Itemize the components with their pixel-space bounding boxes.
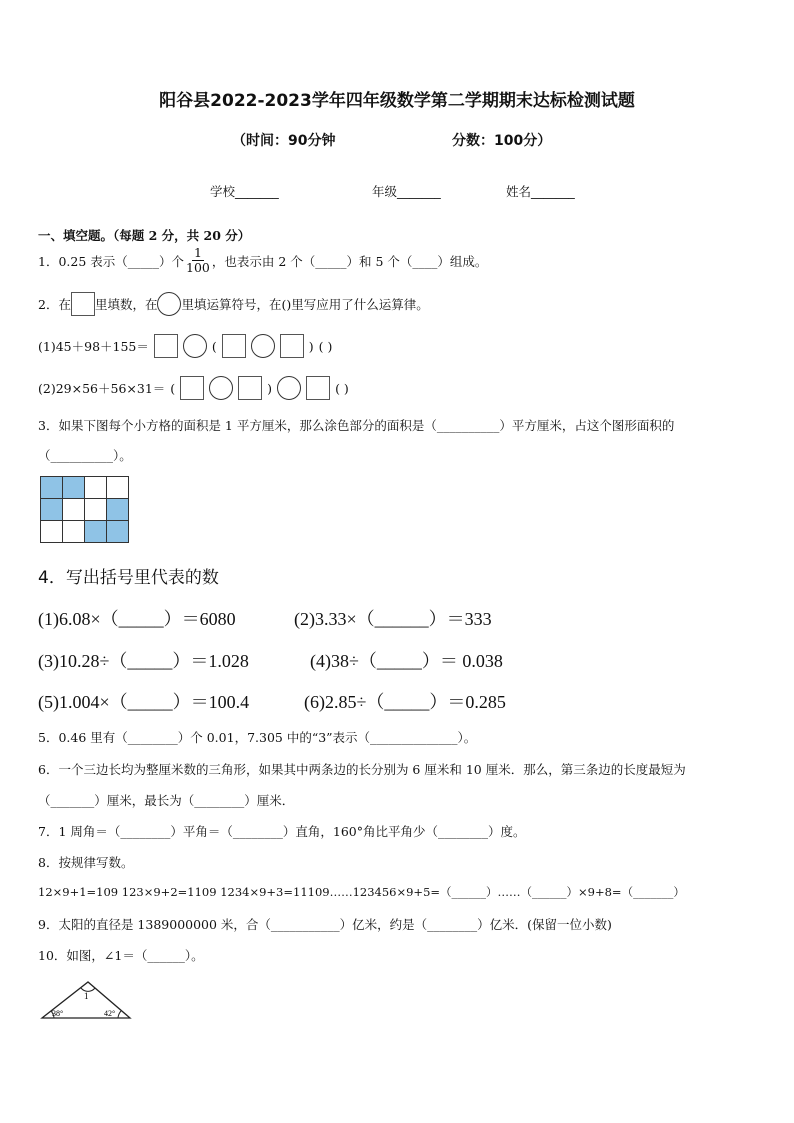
exam-time: （时间：90分钟 bbox=[232, 133, 336, 149]
operator-circle-icon bbox=[157, 292, 181, 316]
q2-part-1-law[interactable]: ( ) bbox=[318, 338, 333, 354]
answer-box[interactable] bbox=[154, 334, 178, 358]
number-box-icon bbox=[71, 292, 95, 316]
answer-box[interactable] bbox=[222, 334, 246, 358]
q4-item-5: (5)1.004×（_____）＝100.4 bbox=[38, 692, 250, 712]
q2-part-2-expr: (2)29×56＋56×31＝ bbox=[38, 381, 166, 396]
grid-cell bbox=[41, 521, 63, 543]
q2-part-1-rp: ) bbox=[308, 338, 314, 354]
q2-text-c: 里填运算符号，在( bbox=[181, 297, 287, 312]
page-title: 阳谷县2022-2023学年四年级数学第二学期期末达标检测试题 bbox=[159, 91, 635, 111]
name-field[interactable]: 姓名_______ bbox=[506, 184, 575, 199]
q2-part-2 bbox=[38, 376, 349, 400]
question-1 bbox=[38, 246, 487, 275]
question-2 bbox=[38, 292, 429, 316]
answer-box[interactable] bbox=[180, 376, 204, 400]
question-3-line1: 3．如果下图每个小方格的面积是 1 平方厘米，那么涂色部分的面积是（__________）平方厘米，占这个图形面积的 bbox=[38, 418, 675, 433]
angle-b-arc bbox=[118, 1011, 121, 1018]
grid-cell bbox=[63, 521, 85, 543]
grid-cell-shaded bbox=[63, 477, 85, 499]
q2-text-d: )里写应用了什么运算律。 bbox=[286, 297, 429, 312]
grid-cell-shaded bbox=[85, 521, 107, 543]
grid-cell bbox=[85, 499, 107, 521]
grid-cell-shaded bbox=[41, 477, 63, 499]
q4-item-1: (1)6.08×（_____）＝6080 bbox=[38, 609, 236, 629]
question-7: 7．1 周角＝（________）平角＝（________）直角，160°角比平角少（________）度。 bbox=[38, 824, 526, 839]
question-9: 9．太阳的直径是 1389000000 米，合（___________）亿米，约是（________）亿米．(保留一位小数) bbox=[38, 917, 612, 932]
question-10: 10．如图，∠1＝（______）。 bbox=[38, 948, 204, 963]
shaded-grid bbox=[40, 476, 129, 543]
question-6-line2: （_______）厘米，最长为（________）厘米． bbox=[38, 793, 295, 808]
q2-text-a: 2．在 bbox=[38, 297, 71, 312]
question-3-line2: （__________）。 bbox=[38, 448, 132, 463]
operator-circle[interactable] bbox=[277, 376, 301, 400]
question-4-heading: 4．写出括号里代表的数 bbox=[38, 568, 219, 588]
q1-post: ，也表示由 2 个（_____）和 5 个（____）组成。 bbox=[211, 253, 488, 269]
answer-box[interactable] bbox=[280, 334, 304, 358]
q2-part-2-rp: ) bbox=[267, 380, 273, 396]
question-6-line1: 6．一个三边长均为整厘米数的三角形，如果其中两条边的长分别为 6 厘米和 10 厘米．那么，第三条边的长度最短为 bbox=[38, 762, 686, 777]
exam-score: 分数：100分） bbox=[452, 133, 552, 149]
section-heading: 一、填空题。（每题 2 分，共 20 分） bbox=[38, 228, 251, 243]
q2-part-1 bbox=[38, 334, 332, 358]
q4-item-4: (4)38÷（_____）＝ 0.038 bbox=[310, 651, 503, 671]
grid-cell-shaded bbox=[41, 499, 63, 521]
q2-part-2-law[interactable]: ( ) bbox=[335, 380, 349, 396]
angle-b-label: 42° bbox=[104, 1009, 116, 1018]
fraction-denominator: 100 bbox=[186, 260, 210, 275]
grid-cell-shaded bbox=[107, 521, 129, 543]
fraction-numerator: 1 bbox=[193, 245, 202, 260]
grid-cell bbox=[107, 477, 129, 499]
operator-circle[interactable] bbox=[251, 334, 275, 358]
q2-part-1-expr: (1)45＋98＋155＝ bbox=[38, 339, 149, 354]
q1-pre: 1．0.25 表示（_____）个 bbox=[38, 253, 185, 269]
grade-field[interactable]: 年级_______ bbox=[372, 184, 441, 199]
triangle-figure bbox=[38, 976, 138, 1022]
school-field[interactable]: 学校_______ bbox=[210, 184, 279, 199]
grid-cell bbox=[63, 499, 85, 521]
question-8-heading: 8．按规律写数。 bbox=[38, 855, 134, 870]
grid-cell bbox=[85, 477, 107, 499]
question-8-sequence: 12×9+1=109 123×9+2=1109 1234×9+3=11109……123456×9+5=（______）……（______）×9+8=（_______） bbox=[38, 885, 685, 899]
angle-1-label: 1 bbox=[84, 991, 89, 1001]
grid-cell-shaded bbox=[107, 499, 129, 521]
question-5: 5．0.46 里有（________）个 0.01，7.305 中的“3”表示（______________）。 bbox=[38, 730, 477, 745]
answer-box[interactable] bbox=[238, 376, 262, 400]
angle-a-label: 38° bbox=[52, 1009, 64, 1018]
q2-part-2-lp: ( bbox=[170, 380, 176, 396]
operator-circle[interactable] bbox=[183, 334, 207, 358]
q2-text-b: 里填数，在 bbox=[94, 297, 158, 312]
q4-item-2: (2)3.33×（______）＝333 bbox=[294, 609, 492, 629]
q4-item-3: (3)10.28÷（_____）＝1.028 bbox=[38, 651, 249, 671]
operator-circle[interactable] bbox=[209, 376, 233, 400]
q2-part-1-lp: ( bbox=[211, 338, 217, 354]
answer-box[interactable] bbox=[306, 376, 330, 400]
fraction bbox=[186, 246, 210, 275]
q4-item-6: (6)2.85÷（_____）＝0.285 bbox=[304, 692, 506, 712]
